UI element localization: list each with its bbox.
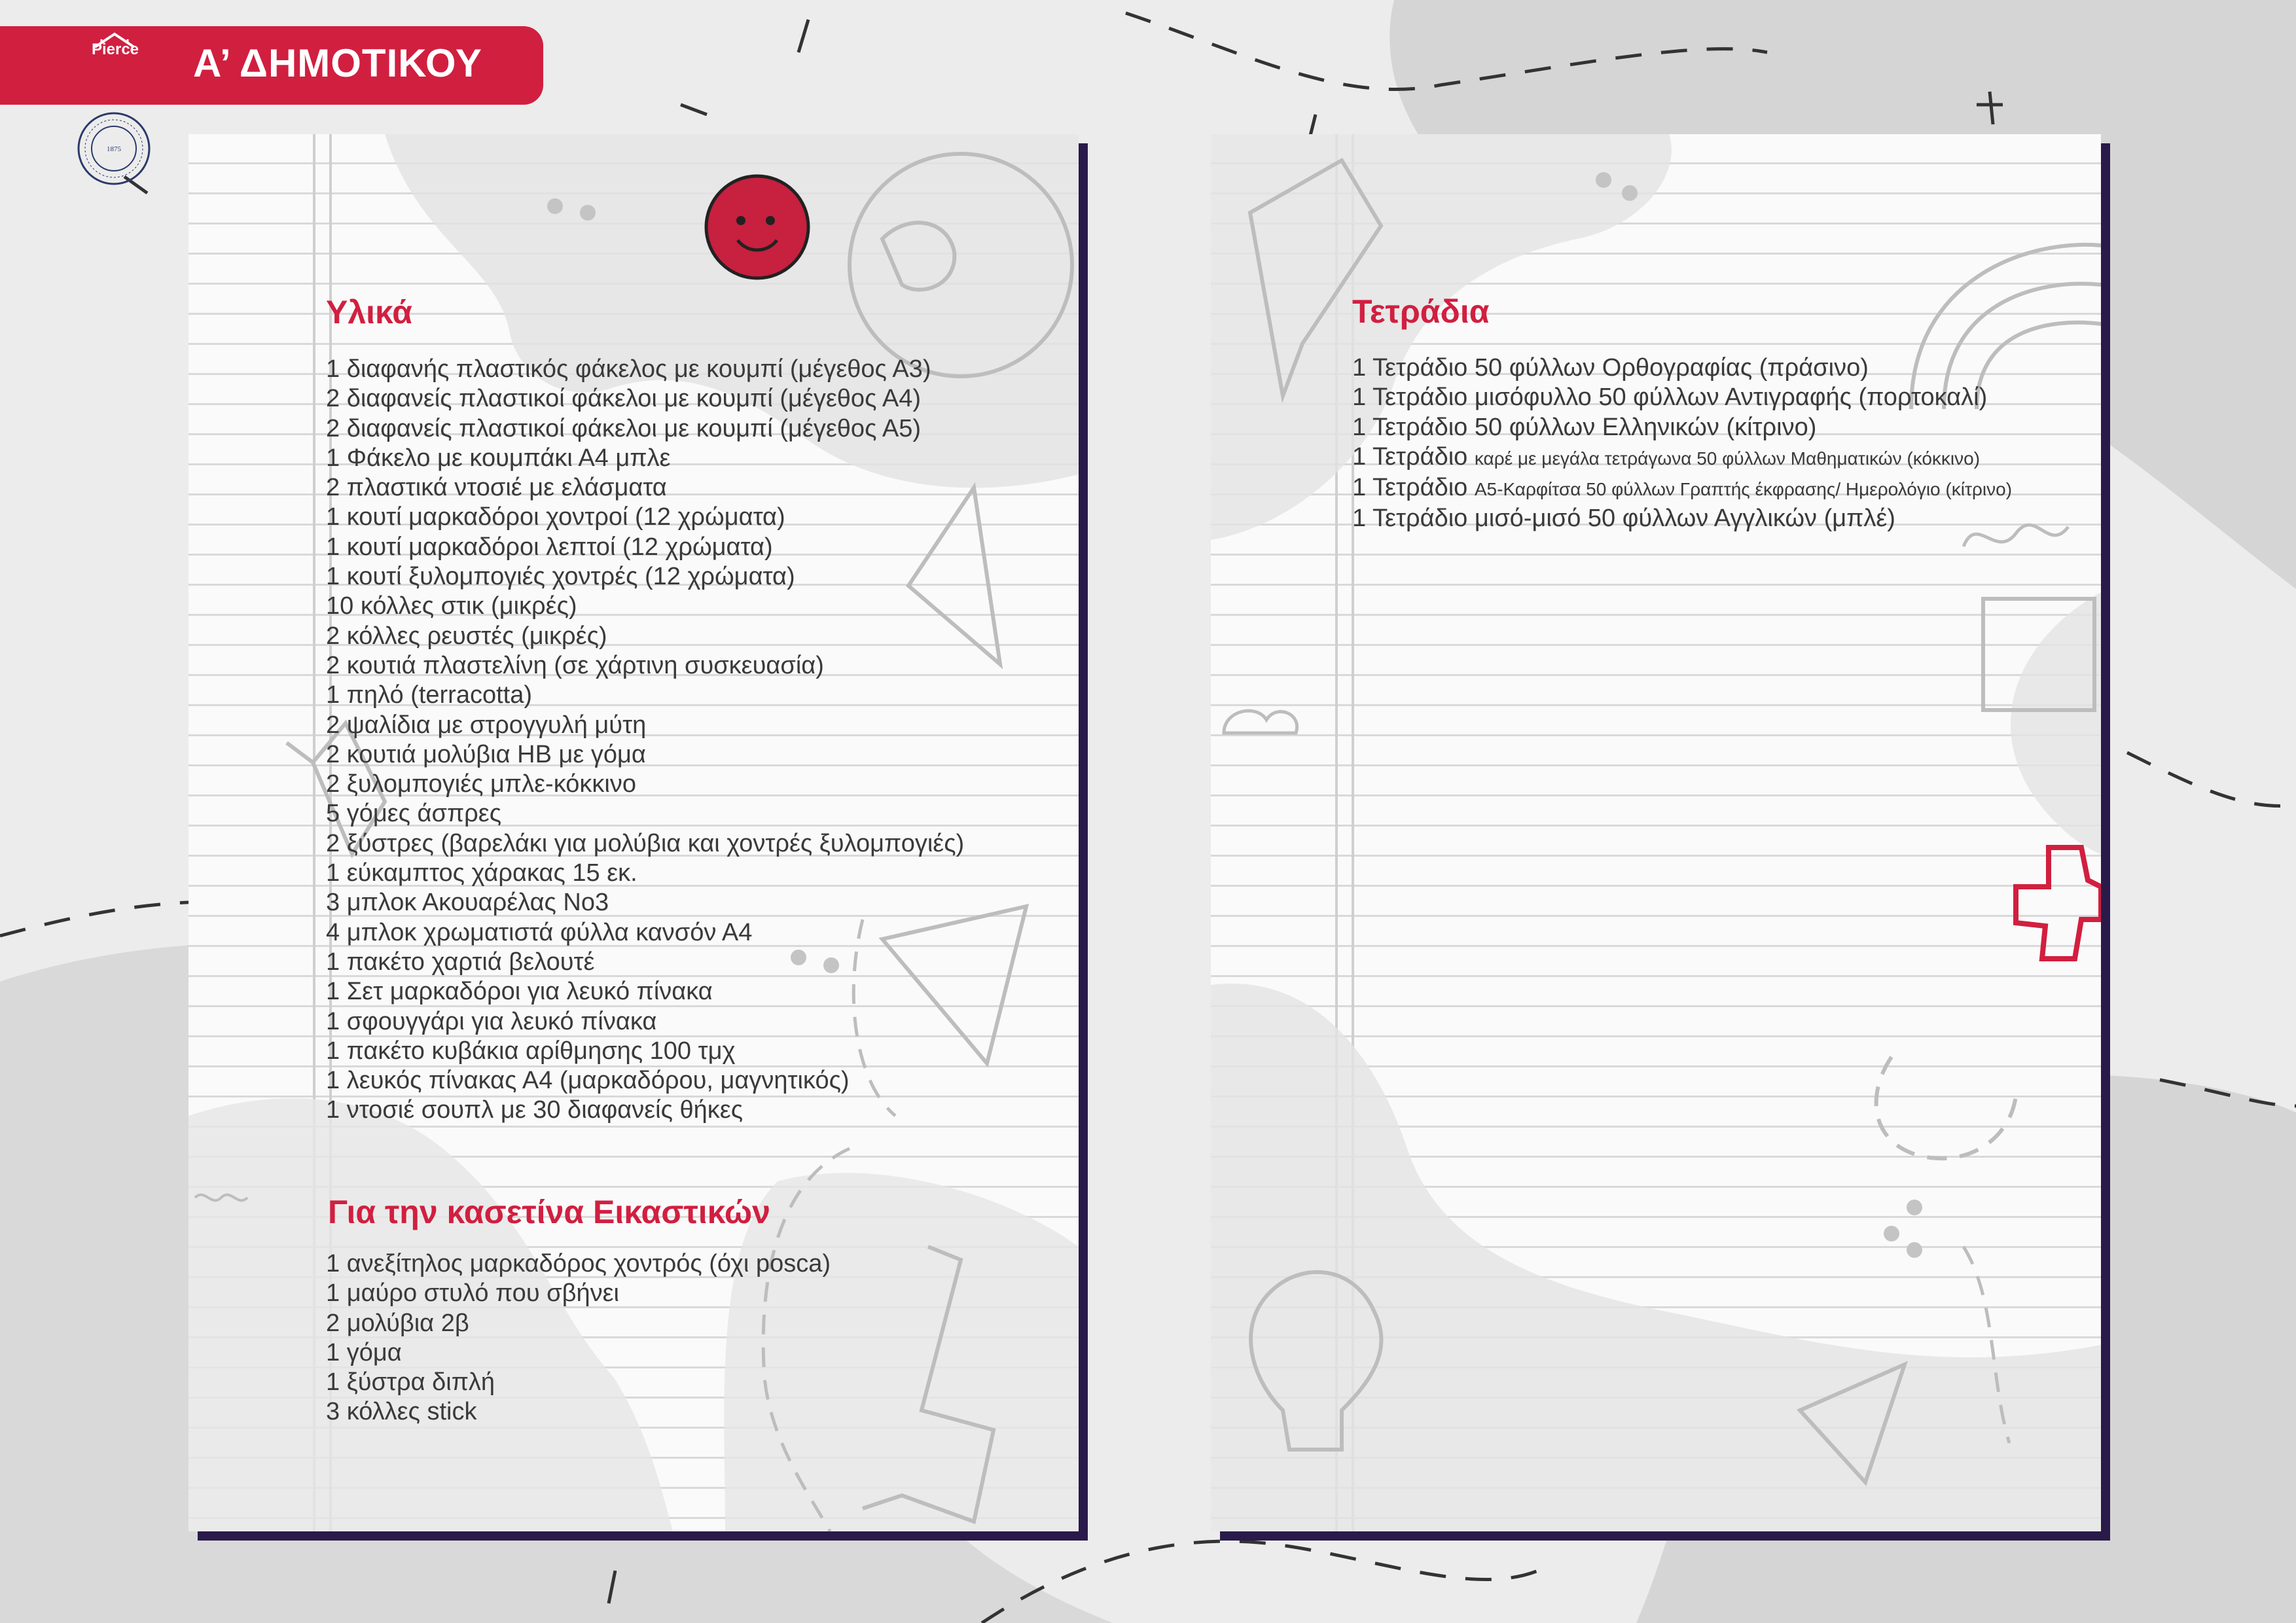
list-item: 1 ανεξίτηλος μαρκαδόρος χοντρός (όχι posca) [326,1250,831,1277]
notebook-item-detail: Α5-Καρφίτσα 50 φύλλων Γραπτής έκφρασης/ Ημερολόγιο (κίτρινο) [1474,479,2013,500]
notebook-item [1352,504,2012,533]
tick-mark [681,105,707,115]
dot-doodle [1907,1200,1922,1215]
list-item: 3 μπλοκ Ακουαρέλας Νο3 [326,889,609,917]
list-item: 1 λευκός πίνακας Α4 (μαρκαδόρου, μαγνητικός) [326,1067,850,1095]
list-item: 1 γόμα [326,1338,402,1366]
art-supplies-list [326,1249,831,1427]
list-item: 1 σφουγγάρι για λευκό πίνακα [326,1007,657,1035]
notebook-item [1352,383,2012,412]
list-item: 1 ξύστρα διπλή [326,1368,495,1397]
notebooks-heading: Τετράδια [1352,293,1490,330]
notebook-item-main: 1 Τετράδιο μισό-μισό 50 φύλλων Αγγλικών (μπλέ) [1352,505,1895,533]
list-item: 1 διαφανής πλαστικός φάκελος με κουμπί (μέγεθος Α3) [326,355,931,383]
dashed-circle-doodle [1876,1057,2016,1158]
list-item: 2 κουτιά μολύβια ΗΒ με γόμα [326,740,646,768]
page-blob [2011,592,2101,854]
list-item: 1 κουτί ξυλομπογιές χοντρές (12 χρώματα) [326,563,795,591]
list-item: 1 Φάκελο με κουμπάκι Α4 μπλε [326,444,671,472]
dot-doodle [1622,185,1638,201]
cloud-doodle [1224,711,1297,733]
notebook-item [1352,473,2012,504]
list-item: 2 ξύστρες (βαρελάκι για μολύβια και χοντρές ξυλομπογιές) [326,829,965,857]
list-item: 2 διαφανείς πλαστικοί φάκελοι με κουμπί (μέγεθος Α4) [326,385,921,413]
list-item: 1 ντοσιέ σουπλ με 30 διαφανείς θήκες [326,1096,744,1124]
notebook-item-detail: καρέ με μεγάλα τετράγωνα 50 φύλλων Μαθηματικών (κόκκινο) [1474,448,1981,469]
dashed-path [2127,753,2296,806]
notebook-item [1352,413,2012,442]
list-item: 2 διαφανείς πλαστικοί φάκελοι με κουμπί (μέγεθος Α5) [326,414,921,442]
dot-doodle [1596,172,1611,188]
page-doodles [1211,134,2101,1531]
notebook-item-main: 1 Τετράδιο 50 φύλλων Ελληνικών (κίτρινο) [1352,413,1817,441]
svg-text:1875: 1875 [107,145,121,153]
notebooks-page [1211,134,2101,1531]
list-item: 2 κόλλες ρευστές (μικρές) [326,622,607,650]
list-item: 2 πλαστικά ντοσιέ με ελάσματα [326,474,667,502]
materials-page [188,134,1079,1531]
list-item: 1 εύκαμπτος χάρακας 15 εκ. [326,859,637,887]
list-item: 1 πακέτο χαρτιά βελουτέ [326,948,595,976]
list-item: 1 κουτί μαρκαδόροι χοντροί (12 χρώματα) [326,503,785,531]
list-item: 1 πακέτο κυβάκια αρίθμησης 100 τμχ [326,1037,736,1065]
dot-doodle [547,198,563,214]
list-item: 10 κόλλες στικ (μικρές) [326,592,577,620]
college-seal-icon [75,110,152,187]
tick-mark [798,20,808,52]
list-item: 3 κόλλες stick [326,1398,477,1426]
notebook-item-main: 1 Τετράδιο [1352,442,1468,471]
list-item: 5 γόμες άσπρες [326,800,502,828]
dot-doodle [580,205,596,221]
brand-name: Pierce [91,41,139,58]
page-blob [1211,984,2101,1531]
list-item: 1 Σετ μαρκαδόροι για λευκό πίνακα [326,978,713,1006]
list-item: 2 κουτιά πλαστελίνη (σε χάρτινη συσκευασία) [326,651,824,679]
materials-list [326,355,964,1126]
smiley-face-icon [702,171,813,283]
dot-doodle [1907,1242,1922,1258]
list-item: 1 πηλό (terracotta) [326,681,532,709]
notebook-item-main: 1 Τετράδιο μισόφυλλο 50 φύλλων Αντιγραφής (πορτοκαλί) [1352,383,1988,412]
notebook-item [1352,442,2012,473]
cross-icon [2016,847,2101,959]
materials-heading: Υλικά [326,294,413,330]
list-item: 4 μπλοκ χρωματιστά φύλλα κανσόν Α4 [326,918,753,946]
notebooks-list [1352,353,2012,534]
list-item: 2 ψαλίδια με στρογγυλή μύτη [326,711,647,739]
dot-doodle [1884,1226,1899,1241]
list-item: 2 ξυλομπογιές μπλε-κόκκινο [326,770,636,798]
page-title: Α’ ΔΗΜΟΤΙΚΟΥ [193,41,482,85]
list-item: 2 μολύβια 2β [326,1309,469,1337]
art-supplies-heading: Για την κασετίνα Εικαστικών [328,1194,770,1230]
list-item: 1 μαύρο στυλό που σβήνει [326,1279,619,1308]
notebook-item [1352,353,2012,383]
notebook-item-main: 1 Τετράδιο [1352,474,1468,502]
list-item: 1 κουτί μαρκαδόροι λεπτοί (12 χρώματα) [326,533,773,561]
notebook-item-main: 1 Τετράδιο 50 φύλλων Ορθογραφίας (πράσινο) [1352,354,1869,382]
